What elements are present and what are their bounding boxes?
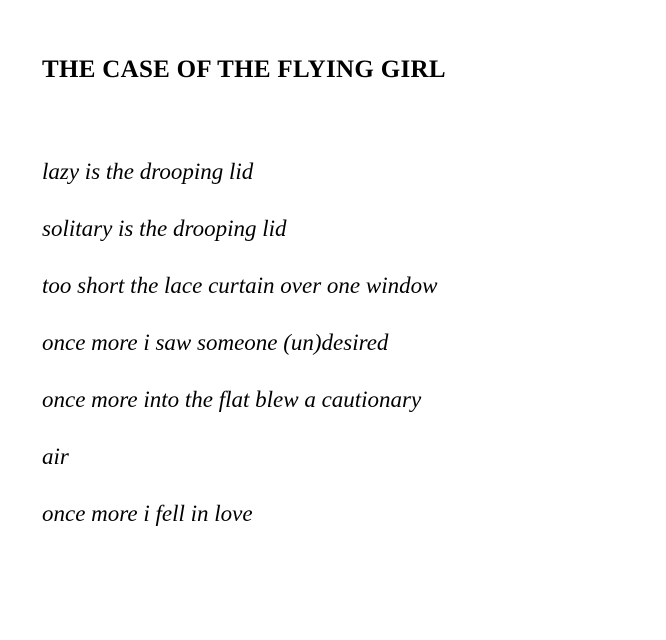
- poem-line: once more into the flat blew a cautionary: [42, 387, 422, 412]
- page-title: THE CASE OF THE FLYING GIRL: [42, 55, 446, 83]
- poem-line: once more i saw someone (un)desired: [42, 330, 389, 355]
- poem-line: too short the lace curtain over one window: [42, 273, 438, 298]
- poem-line: once more i fell in love: [42, 501, 253, 526]
- poem-body: [42, 160, 642, 525]
- poem-line: lazy is the drooping lid: [42, 159, 254, 184]
- poem-line: air: [42, 444, 69, 469]
- poem-line: solitary is the drooping lid: [42, 216, 287, 241]
